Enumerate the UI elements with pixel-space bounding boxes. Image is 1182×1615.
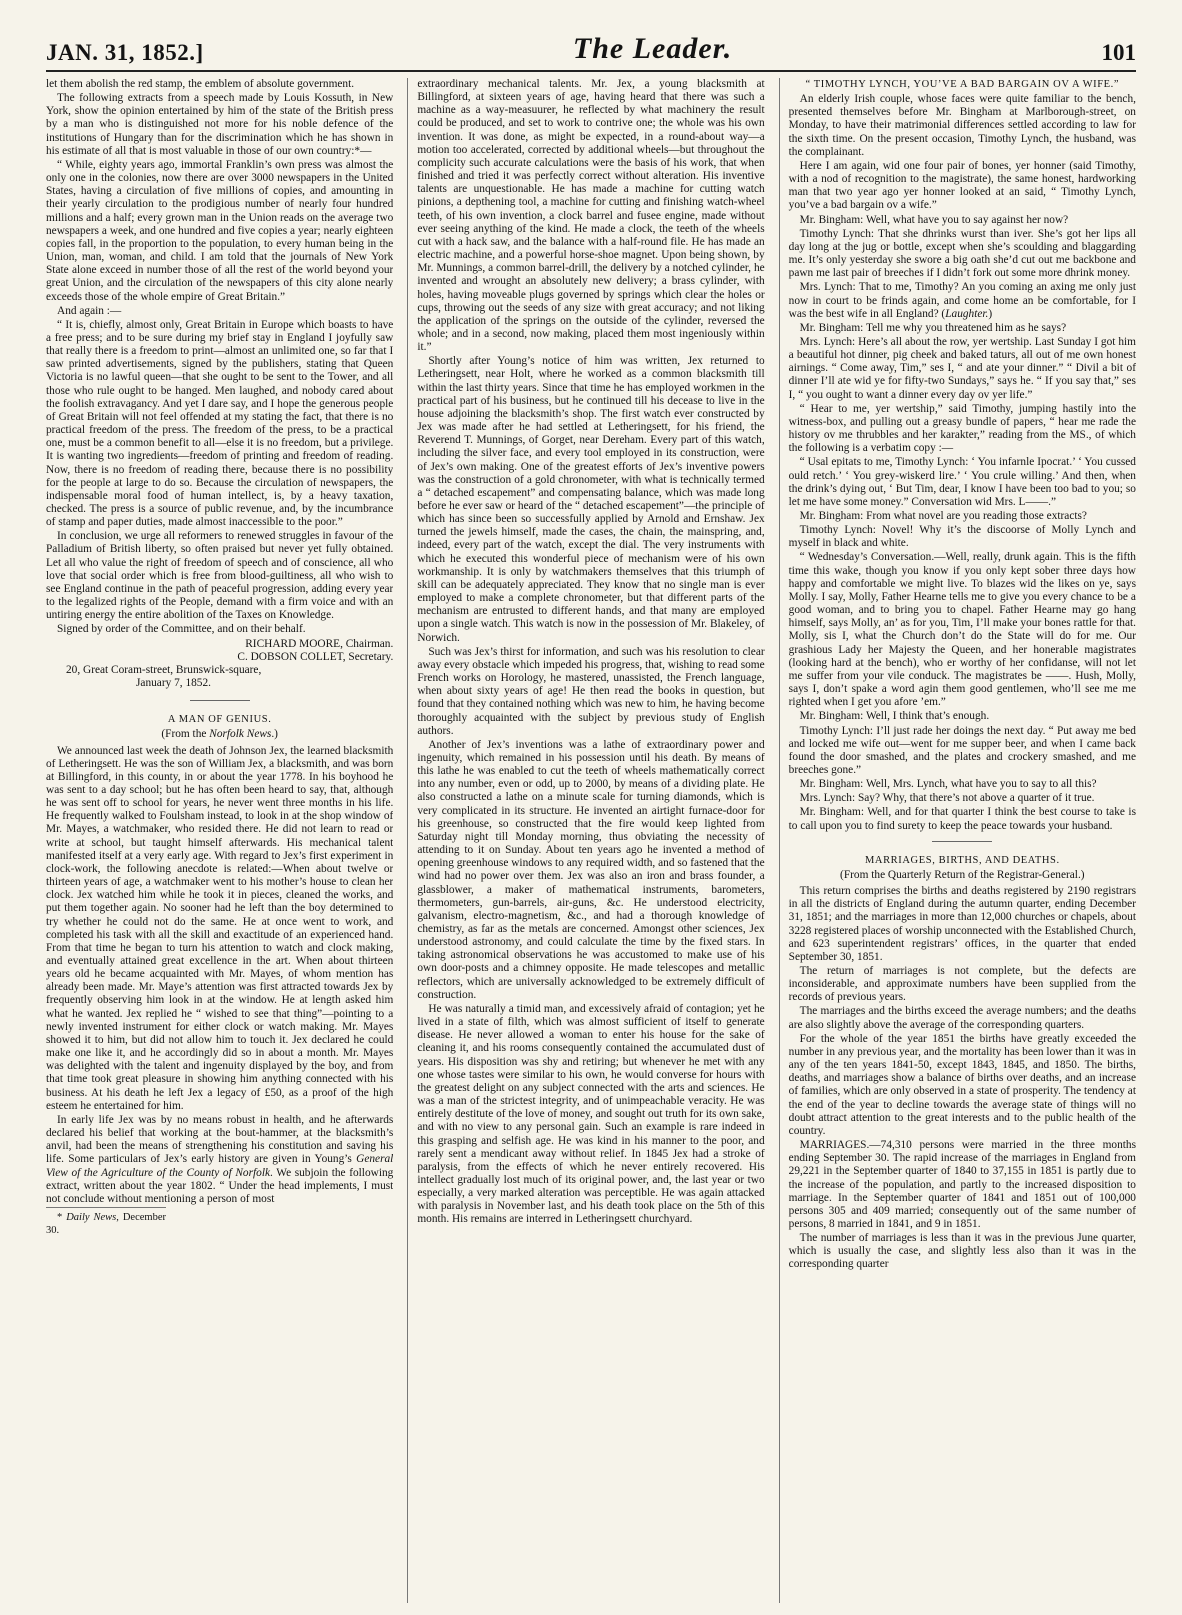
signature-chairman: RICHARD MOORE, Chairman. [245,637,394,650]
article-source [46,728,393,741]
paragraph: Such was Jex’s thirst for information, and such was his resolution to clear away every obstacle which impeded his progress, that, wishing to read some French works on Horology, he mastered, unassisted, the French language, when about sixty years of age! He then read the books in question, but found that they contained nothing which was new to him, he having become thoroughly acquainted with the subject by previous study of English authors. [417,645,765,737]
masthead [46,30,1136,72]
paragraph: Mr. Bingham: Well, and for that quarter I think the best course to take is to call upon you to find surety to keep the peace towards your husband. [788,806,1136,832]
newspaper-title: The Leader. [572,32,733,65]
paragraph: extraordinary mechanical talents. Mr. Jex, a young blacksmith at Billingford, at sixteen years of age, having heard that there was such a machine as a way-measuurer, he reflected by what machinery the result could be produced, and set to work to contrive one; the whole was his own invention. It was done, as might be expected, in a round-about way—a motion too accelerated, corrected by additional wheels—but throughout the complicity such accurate calculations were the basis of his work, that when finished and tried it was perfectly correct without alteration. His inventive talents are unquestionable. He has made a machine for cutting watch pinions, a depthening tool, a machine for cutting and finishing watch-wheel teeth, of his own invention, a clock barrel and fusee engine, made without ever seeing anything of the kind. He made a clock, the teeth of the wheels cut with a hack saw, and the balance with a half-round file. He has made an electric machine, and a powerful horse-shoe magnet. Upon being shown, by Mr. Munnings, a common barrel-drill, the delivery by a notched cylinder, he invented and wrought an absolutely new delivery; a brass cylinder, with holes, having moveable plugs governed by springs which clear the holes or cups, throwing out the seeds of any size with great accuracy; and not liking the application of the springs on the outside of the cylinder, reversed the whole; and in a second, now making, placed them most ingeniously within it.” [417,78,765,354]
column-3 [779,78,1136,1603]
column-2 [407,78,764,1603]
paragraph: This return comprises the births and deaths registered by 2190 registrars in all the districts of England during the autumn quarter, ending December 31, 1851; and the marriages in more than 12,000 churches or chapels, about 3228 registered places of worship unconnected with the Established Church, and 623 superintendent registrars’ offices, in the quarter that ended September 30, 1851. [788,885,1136,963]
footnote [46,1207,166,1237]
article-heading: “ TIMOTHY LYNCH, YOU’VE A BAD BARGAIN OV A WIFE.” [805,79,1120,90]
source-suffix: .) [271,728,278,741]
text-run: In early life Jex was by no means robust in health, and he afterwards declared his belief that working at the bout-hammer, at the blacksmith’s anvil, had been the means of strengthening his constitution and saving his life. Some particulars of Jex’s early history are given in Young’s [46,1113,394,1166]
paragraph: Timothy Lynch: That she dhrinks wurst than iver. She’s got her lips all day long at the jug or bottle, except when she’s scoulding and blaggarding me. It’s only yesterday she swore a big oath she’d cut out me backbone and pawn me last pair of breeches if I didn’t fork out some more dhrink money. [788,227,1136,280]
footnote-date: , December 30. [46,1211,166,1237]
issue-date: JAN. 31, 1852.] [46,40,204,65]
paragraph: The number of marriages is less than it was in the previous June quarter, which is usually the case, and slightly less also than it was in the corresponding quarter [788,1232,1136,1271]
paragraph: We announced last week the death of Johnson Jex, the learned blacksmith of Letheringsett. He was the son of William Jex, a blacksmith, and was born at Billingford, in this county, in or about the year 1778. In his boyhood he was sent to a day school; but he has often been heard to say, that, although he was sent off to school for years, he never went three months in his life. He frequently walked to Foulsham instead, to look in at the shop window of Mr. Mayes, a watchmaker, who resided there. He did not learn to read or write at school, but taught himself afterwards. His mechanical talent manifested itself at a very early age. With regard to Jex’s first experiment in clock-work, the following anecdote is related:—When about twelve or thirteen years of age, a watchmaker went to his mother’s house to clean her clock. Jex watched him while he took it in pieces, cleaned the works, and put them together again. No sooner had he left than the boy determined to try whether he could not do the same. He at once went to work, and completed his task with all the skill and exactitude of an experienced hand. From that time he began to turn his attention to watch and clock making, and eventually attained great excellence in the art. When about thirteen years old he became acquainted with Mr. Mayes, of whom mention has already been made. Mr. Maye’s attention was first attracted towards Jex by frequently observing him look in at the window. He at length asked him what he wanted. Jex replied he “ wished to see that thing”—pointing to a newly invented instrument for either clock or watch making. Mr. Mayes showed it to him, but did not allow him to touch it. Jex declared he could make one like it, and he accordingly did so in about a month. Mr. Mayes was delighted with the talent and ingenuity displayed by the boy, and from that time took great pleasure in showing him anything connected with his business. At his death he left Jex a legacy of £50, as a proof of the high esteem he entertained for him. [46,744,394,1112]
book-title: General View of the Agriculture of the County of Norfolk [46,1153,394,1179]
article-heading: MARRIAGES, BIRTHS, AND DEATHS. [864,854,1060,866]
article-source: (From the Quarterly Return of the Registrar-General.) [840,868,1085,881]
paragraph: Mrs. Lynch: Here’s all about the row, yer wertship. Last Sunday I got him a beautiful hot dinner, pig cheek and baked taturs, all out of me own honest airnings. “ Come away, Tim,” ses I, “ and ate your dinner.” “ Divil a bit of dinner I’ll ate wid ye for fifty-two Sundays,” says he. “ If you say that,” ses I, “ you ought to want a dinner every day ov yer life.” [788,335,1136,401]
paragraph: “ Usal epitats to me, Timothy Lynch: ‘ You infarnle Ipocrat.’ ‘ You cussed ould retch.’ ‘ You grey-wiskerd lire.’ ‘ You crule willing.’ And then, when the drink’s dying out, ‘ But Tim, dear, I know I have been too bad to you; so let me have some money.” Conversation wid Mrs. L——.” [788,456,1136,508]
signature-secretary: C. DOBSON COLLET, Secretary. [237,650,394,663]
paragraph: Here I am again, wid one four pair of bones, yer honner (said Timothy, with a nod of recognition to the magistrate), the same honest, hardworking man that two year ago yer honner looked at an said, “ Timothy Lynch, you’ve a bad bargain ov a wife.” [788,159,1136,212]
section-divider [932,841,992,842]
text-run: ) [988,307,993,320]
paragraph: Mr. Bingham: Well, Mrs. Lynch, what have you to say to all this? [799,778,1097,791]
columns [46,78,1136,1603]
source-prefix: (From the [161,728,210,741]
paragraph: For the whole of the year 1851 the births have greatly exceeded the number in any previous year, and the mortality has been lower than it was in any of the ten years 1841-50, except 1843, 1845, and 1850. The births, deaths, and marriages show a balance of births over deaths, and an increase of families, which are only observed in a state of prosperity. The tendency at the end of the year to decline towards the average state of things will no doubt attract attention to the great interests and to the public health of the country. [788,1032,1136,1137]
section-divider [190,700,250,701]
paragraph: MARRIAGES.—74,310 persons were married in the three months ending September 30. The rapid increase of the marriages in England from 29,221 in the September quarter of 1840 to 37,155 in 1851 is partly due to the increase of the population, and partly to the increased disposition to marriage. In the September quarter of 1841 and 1851 out of 100,000 persons 305 and 409 married; consequently out of the same number of persons, 8 married in 1841, and 9 in 1851. [788,1139,1136,1230]
footnote-mark: * [57,1211,67,1223]
column-1 [46,78,393,1603]
paragraph: Timothy Lynch: I’ll just rade her doings the next day. “ Put away me bed and locked me wife out—went for me supper beer, and when I came back found the door smashed, and the plates and crockery smashed, and me breeches gone.” [788,724,1136,776]
text-run: Mrs. Lynch: That to me, Timothy? An you coming an axing me only just now in court to be frinds again, and come home an be comfortable, for I was the best wife in all England? ( [788,281,1136,320]
address-line: 20, Great Coram-street, Brunswick-square, [66,663,262,676]
paragraph: And again :— [57,304,122,317]
footnote-source: Daily News [66,1211,117,1223]
quote-paragraph: “ While, eighty years ago, immortal Franklin’s own press was almost the only one in the colonies, now there are over 3000 newspapers in the United States, having a circulation of five millions of copies, and amounting in their yearly circulation to the prodigious number of nearly four hundred millions and a half; every grown man in the Union reads on the average two newspapers a week, and one hundred and five copies a year; nearly eighteen copies fall, in the proportion to the population, to every human being in the Union, man, woman, and child. I am told that the journals of New York State alone exceed in number those of all the rest of the world beyond your great Union, and the circulation of the newspapers of this city alone nearly exceeds those of the whole empire of Great Britain.” [46,158,394,303]
paragraph: Mr. Bingham: Well, what have you to say against her now? [799,213,1069,226]
paragraph: Another of Jex’s inventions was a lathe of extraordinary power and ingenuity, which remained in his possession until his death. By means of this lathe he was enabled to cut the teeth of wheels mathematically correct into any number, even or odd, up to 2000, by means of a dividing plate. He also constructed a lathe on a minute scale for turning diamonds, which is very complicated in its structure. He invented an airtight furnace-door for his greenhouse, so constructed that the fire would keep lighted from Saturday night till Monday morning, thus obviating the necessity of attending to it on Sunday. About ten years ago he invented a method of opening greenhouse windows to any required width, and so fastened that the wind had no power over them. Jex was also an iron and brass founder, a glassblower, a maker of mathematical instruments, barometers, thermometers, gun-barrels, air-guns, &c. He understood electricity, galvanism, electro-magnetism, &c., and had a thorough knowledge of chemistry, as far as the metals are concerned. Amongst other sciences, Jex understood astronomy, and could calculate the time by the fixed stars. In taking astronomical observations he was accustomed to make use of his own door-posts and a chimney opposite. He made telescopes and metallic reflectors, which are universally acknowledged to be extremely difficult of construction. [417,738,765,1001]
page-number: 101 [1101,40,1136,65]
paragraph: Mr. Bingham: Tell me why you threatened him as he says? [799,321,1067,334]
paragraph: An elderly Irish couple, whose faces were quite familiar to the bench, presented themselves before Mr. Bingham at Marlborough-street, on Monday, to have their matrimonial differences settled according to law for the sixth time. On the present occasion, Timothy Lynch, the husband, was the complainant. [788,93,1136,158]
paragraph [46,1114,393,1206]
paragraph: In conclusion, we urge all reformers to renewed struggles in favour of the Palladium of British liberty, so often praised but never yet fully obtained. Let all who value the right of freedom of speech and of conscience, all who love that social order which is free from blood-guiltiness, all who wish to see England continue in the path of peaceful progression, adding every year to the legalized rights of the People, demand with a firm voice and with an untiring energy the entire abolition of the Taxes on Knowledge. [46,530,394,622]
paragraph: Mr. Bingham: From what novel are you reading those extracts? [799,510,1087,522]
paragraph: The marriages and the births exceed the average numbers; and the deaths are also slightly above the average of the corresponding quarters. [788,1005,1136,1031]
paragraph: let them abolish the red stamp, the emblem of absolute government. [46,78,355,90]
laughter-note: Laughter. [945,307,989,320]
paragraph: Signed by order of the Committee, and on their behalf. [57,623,306,636]
source-name: Norfolk News [209,728,272,741]
paragraph: “ Wednesday’s Conversation.—Well, really, drunk again. This is the fifth time this wake, though you know if you only kept sober three days how happy and comfortable we might live. To blazes wid the likes on ye, says Molly. I say, Molly, Father Hearne tells me to give you every chance to be a good woman, and to bring you to chapel. Father Hearne may go hang himself, says Molly, an’ as for you, Tim, I’ll make your bones rattle for that. Molly, sis I, what the Church don’t do the State will do for me. Our grashious Lady her Majesty the Queen, and her honerable magistrates (looking hard at the bench), who er worthy of her confidanse, will not let me suffer from your vile conduck. The magistrates be ——. Hush, Molly, says I, don’t spake a word agin them good gentlemen, who’ll see me me righted when I get you afore ’em.” [788,551,1136,709]
text-run: . We subjoin the following extract, written about the year 1802. “ Under the head implements, I must not conclude without mentioning a person of most [46,1166,394,1205]
article-heading: A MAN OF GENIUS. [167,714,272,726]
paragraph: Mr. Bingham: Well, I think that’s enough. [799,710,990,723]
paragraph: Mrs. Lynch: Say? Why, that there’s not above a quarter of it true. [799,792,1095,805]
address-date: January 7, 1852. [136,677,211,690]
paragraph: He was naturally a timid man, and excessively afraid of contagion; yet he lived in a state of filth, which was almost sufficient of itself to generate disease. He never allowed a woman to enter his house for the sake of cleaning it, and his rooms consequently contained the accumulated dust of years. His disposition was shy and retiring; but whenever he met with any one whose tastes were similar to his own, he would converse for hours with the greatest delight on any subject connected with the arts and sciences. He was a man of the strictest integrity, and of unimpeachable veracity. He was entirely destitute of the love of money, and sought out truth for its own sake, and with no view to any personal gain. Such an example is rare indeed in this grasping and selfish age. He was kind in his manner to the poor, and rarely sent a mendicant away without relief. In 1845 Jex had a stroke of paralysis, from the effects of which he never entirely recovered. His intellect gradually lost much of its original power, and, the last year or two especially, a very marked alteration was perceptible. He was again attacked with paralysis in November last, and his death took place on the 5th of this month. His remains are interred in Letheringsett churchyard. [417,1002,765,1226]
paragraph [789,281,1136,320]
paragraph: Timothy Lynch: Novel! Why it’s the discoorse of Molly Lynch and myself in black and white. [788,524,1136,550]
paragraph: The return of marriages is not complete, but the defects are inconsiderable, and approximate numbers have been supplied from the records of previous years. [788,965,1136,1004]
paragraph: The following extracts from a speech made by Louis Kossuth, in New York, show the opinion entertained by him of the state of the British press by a man who is distinguished not more for his noble defence of the institutions of Hungary than for the discrimination which he has shown in his estimate of all that is most valuable in those of our own country:*— [46,92,394,157]
paragraph: “ Hear to me, yer wertship,” said Timothy, jumping hastily into the witness-box, and pulling out a greasy bundle of papers, “ hear me rade the history ov me thrubbles and her karakter,” reading from the MS., of which the following is a verbatim copy :— [788,402,1136,455]
paragraph: Shortly after Young’s notice of him was written, Jex returned to Letheringsett, near Holt, where he worked as a common blacksmith till within the last thirty years. Since that time he has employed workmen in the practical part of his business, but he continued till his decease to live in the house adjoining the blacksmith’s shop. The first watch ever constructed by Jex was made after he had settled at Letheringsett, for his friend, the Reverend T. Munnings, of Gorget, near Dereham. Every part of this watch, including the silver face, and every tool employed in its construction, were of Jex’s own making. One of the greatest efforts of Jex’s inventive powers was the construction of a gold chronometer, with what is technically termed a “ detached escapement” and compensating balance, which was made long before he ever saw or heard of the “ detached escapement”—the principle of which has since been so successfully applied by Arnold and Ernshaw. Jex turned the jewels himself, made the cases, the chain, the mainspring, and, indeed, every part of the watch, except the dial. The very instruments with which he executed this wonderful piece of mechanism were of his own workmanship. It is only by watchmakers themselves that this triumph of skill can be adequately appreciated. They know that no single man is ever employed to make a complete chronometer, but that different parts of the mechanism are entrusted to different hands, and that many are employed upon a single watch. This watch is now in the possession of Mr. Blakeley, of Norwich. [417,355,765,644]
quote-paragraph: “ It is, chiefly, almost only, Great Britain in Europe which boasts to have a free press; and to be sure during my brief stay in England I joyfully saw that really there is a freedom to print—almost an unlimited one, so far that I saw printed advertisements, signed by the publishers, stating that Queen Victoria is no lawful queen—that she ought to be sent to the Tower, and all those who rule ought to be hanged. Men laughed, and nobody cared about the foolish extravagancy. And yet I dare say, and I hope the generous people of Great Britain will not feel offended at my stating the fact, that there is no practical freedom of the press. The freedom of the press, to be a practical one, must be a common benefit to all—else it is no freedom, but a privilege. It is wanting two ingredients—freedom of printing and freedom of reading. Now, there is no freedom of reading there, because there is no possibility for the people at large to do so. Because the circulation of newspapers, the indispensable moral food of human intellect, is, by a heavy taxation, checked. The press is a source of public revenue, and, by the incumbrance of stamp and paper duties, made almost inaccessible to the poor.” [46,318,394,529]
